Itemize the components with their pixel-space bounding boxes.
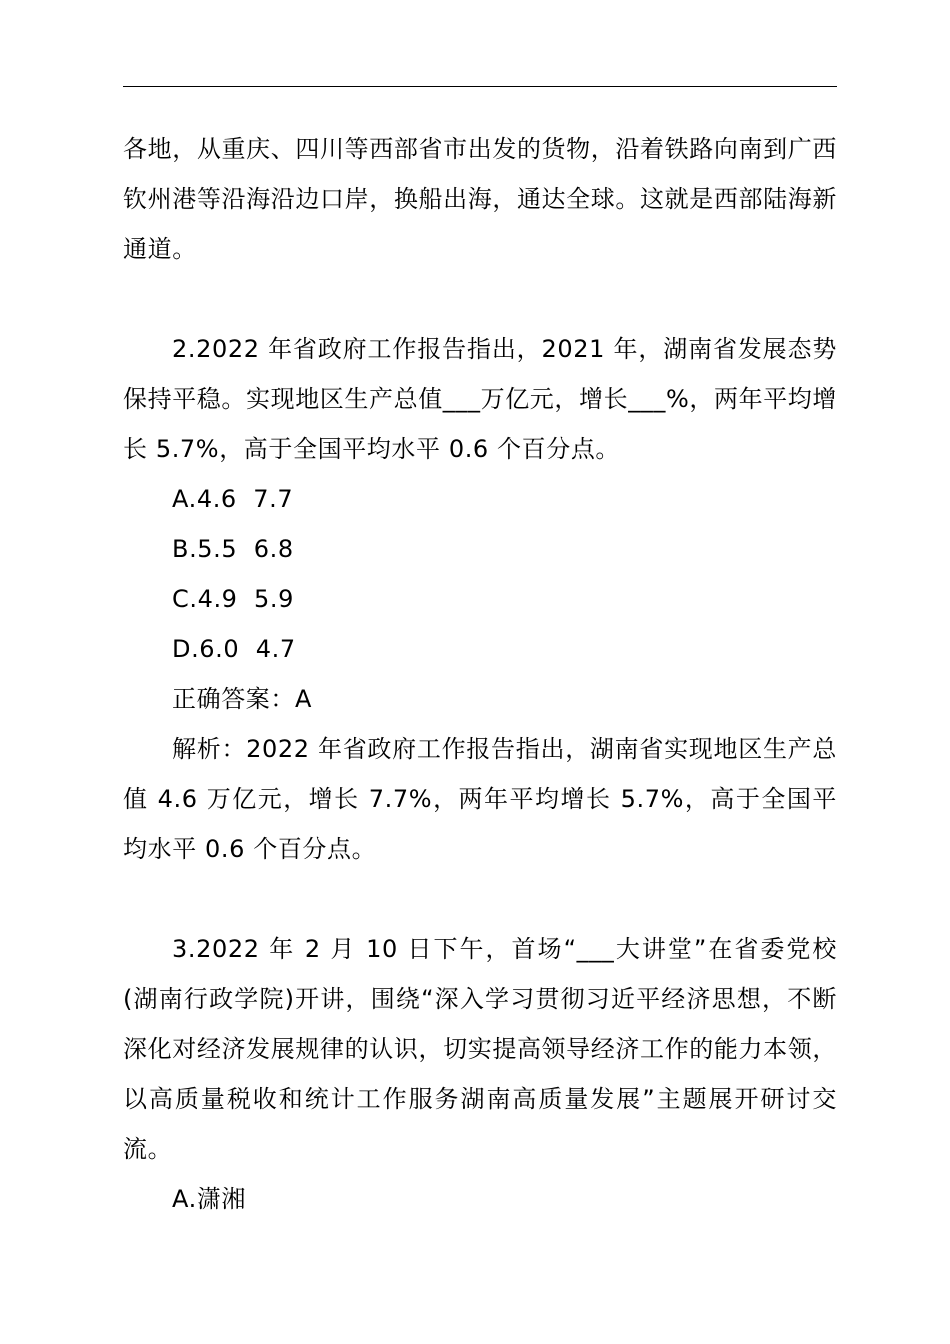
question-3 [123, 924, 837, 1224]
question-2 [123, 324, 837, 874]
question-3-option-a: A.潇湘 [172, 1185, 247, 1213]
question-2-option-a: A.4.6 7.7 [172, 485, 294, 513]
paragraph-spacer [123, 874, 837, 924]
question-2-option-c: C.4.9 5.9 [172, 585, 294, 613]
question-2-stem: 2.2022 年省政府工作报告指出，2021 年，湖南省发展态势保持平稳。实现地区生产总值___万亿元，增长___%，两年平均增长 5.7%，高于全国平均水平 0.6 个百分点。 [123, 335, 838, 463]
header-rule [123, 86, 837, 87]
continuation-paragraph: 各地，从重庆、四川等西部省市出发的货物，沿着铁路向南到广西钦州港等沿海沿边口岸，换船出海，通达全球。这就是西部陆海新通道。 [123, 135, 837, 263]
document-body [123, 124, 837, 1224]
question-2-answer: 正确答案：A [172, 685, 313, 713]
paragraph-spacer [123, 274, 837, 324]
question-2-analysis: 解析：2022 年省政府工作报告指出，湖南省实现地区生产总值 4.6 万亿元，增长 7.7%，两年平均增长 5.7%，高于全国平均水平 0.6 个百分点。 [123, 735, 837, 863]
question-2-option-d: D.6.0 4.7 [172, 635, 296, 663]
question-3-stem: 3.2022 年 2 月 10 日下午，首场“___大讲堂”在省委党校(湖南行政学院)开讲，围绕“深入学习贯彻习近平经济思想，不断深化对经济发展规律的认识，切实提高领导经济工作的能力本领，以高质量税收和统计工作服务湖南高质量发展”主题展开研讨交流。 [123, 935, 837, 1163]
question-2-option-b: B.5.5 6.8 [172, 535, 294, 563]
